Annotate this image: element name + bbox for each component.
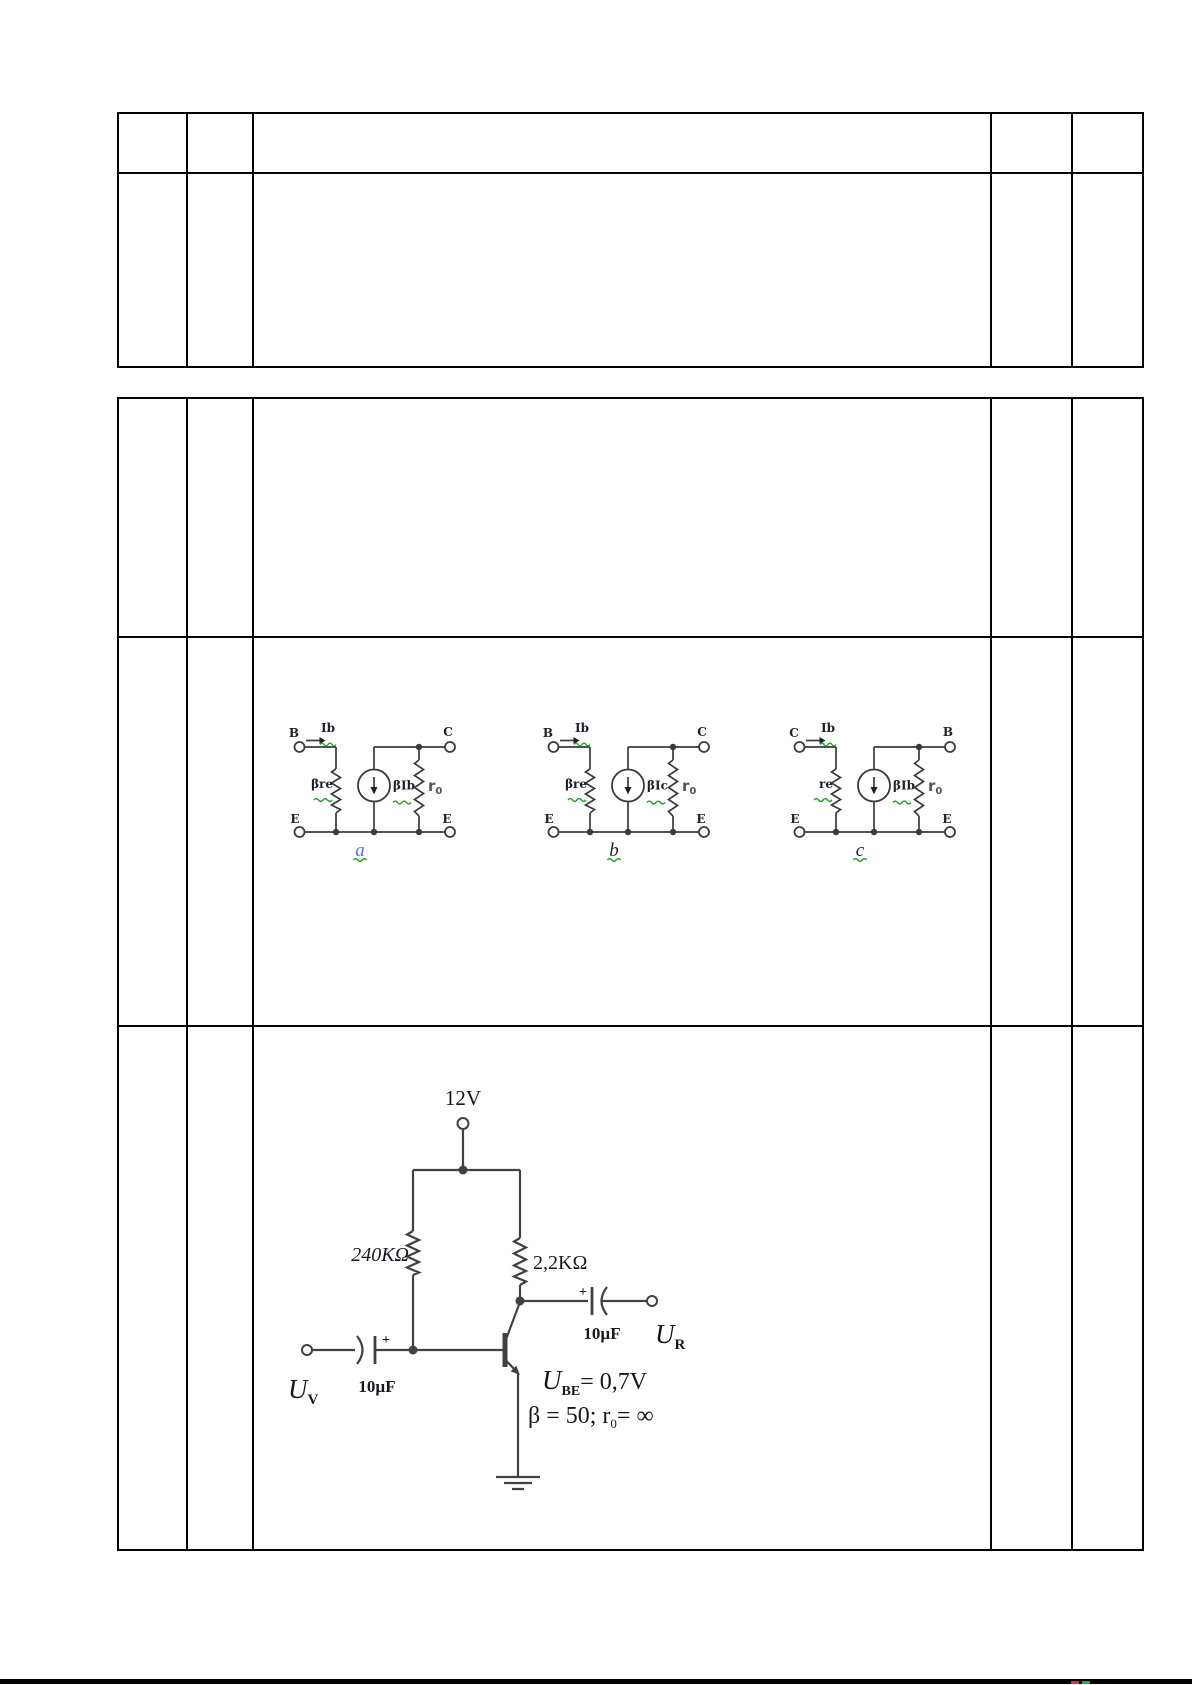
beta-annotation: β = 50; $r_0=$ ∞ [528,1403,654,1431]
equivalent-circuit-a [289,721,455,861]
terminal-label: E [696,812,706,826]
table-top-cell [1073,114,1142,174]
output-terminal [647,1296,657,1306]
table-top-cell [254,174,992,366]
footer-artifact-mark [1082,1681,1090,1684]
output-resistor-label: $r_0$ [928,777,943,797]
supply-voltage-label: 12V [444,1086,482,1110]
circuit-letter: a [355,840,365,861]
table-main-cell [254,399,992,638]
table-top-cell [119,174,188,366]
spellcheck-squiggle [647,801,665,804]
table-main-cell [119,638,188,1027]
page-bottom-bar [0,1679,1192,1684]
table-top-cell [1073,174,1142,366]
table-main-cell [1073,638,1142,1027]
terminal-node [699,742,709,752]
equivalent-circuits-figure [280,710,985,870]
terminal-label: E [790,812,800,826]
table-top-cell [119,114,188,174]
terminal-node [445,827,455,837]
terminal-node [445,742,455,752]
output-resistor [415,760,424,816]
terminal-node [945,827,955,837]
table-top-cell [254,114,992,174]
spellcheck-squiggle [314,799,332,802]
ube-annotation: $U_{BE}= 0,7V$ [542,1365,648,1399]
spellcheck-squiggle [574,743,590,746]
table-main-cell [992,399,1073,638]
current-label: Ib [820,721,836,735]
circuit-letter: b [609,840,619,861]
output-capacitor-polarity: + [579,1285,587,1300]
table-main-cell [1073,1027,1142,1549]
spellcheck-squiggle [814,799,832,802]
footer-artifact-mark [1071,1681,1079,1684]
input-resistor [832,769,841,813]
spellcheck-squiggle [820,743,836,746]
collector-resistor-label: 2,2KΩ [533,1252,588,1274]
table-top-cell [992,114,1073,174]
terminal-node [795,742,805,752]
terminal-node [549,742,559,752]
table-main-cell [1073,399,1142,638]
input-resistor [586,769,595,813]
output-resistor-label: $r_0$ [682,777,697,797]
terminal-node [295,742,305,752]
output-resistor-label: $r_0$ [428,777,443,797]
terminal-label: E [442,812,452,826]
table-top-cell [188,174,254,366]
table-main-cell [992,638,1073,1027]
terminal-label: B [288,726,300,740]
terminal-label: C [789,726,799,740]
input-capacitor-polarity: + [382,1333,390,1348]
input-resistor-label: re [819,777,833,791]
table-top [117,112,1144,368]
input-voltage-label: $U_V$ [288,1374,319,1408]
output-voltage-label: $U_R$ [655,1319,686,1353]
equivalent-circuit-b [543,721,709,861]
equivalent-circuit-c [789,721,955,861]
terminal-node [549,827,559,837]
terminal-node [295,827,305,837]
input-capacitor-curved-plate [357,1336,363,1364]
terminal-label: C [443,725,453,739]
table-main-cell [992,1027,1073,1549]
input-resistor [332,769,341,813]
terminal-label: B [542,726,554,740]
current-label: Ib [320,721,336,735]
spellcheck-squiggle [893,801,911,804]
supply-terminal [458,1118,469,1129]
terminal-label: C [697,725,707,739]
table-main-cell [119,1027,188,1549]
table-main-cell [188,1027,254,1549]
amplifier-figure [280,1085,700,1505]
spellcheck-squiggle [568,799,586,802]
current-label: Ib [574,721,590,735]
spellcheck-squiggle [320,743,336,746]
output-resistor [915,760,924,816]
output-resistor [669,760,678,816]
table-top-cell [992,174,1073,366]
spellcheck-squiggle [393,801,411,804]
input-capacitor-label: 10µF [358,1377,396,1396]
input-resistor-label: βre [311,777,333,791]
terminal-label: E [942,812,952,826]
circuit-letter: c [855,840,865,861]
collector-resistor [514,1238,526,1285]
terminal-node [945,742,955,752]
source-label: βIb [893,778,915,793]
table-top-cell [188,114,254,174]
base-resistor-label: 240KΩ [351,1244,409,1266]
source-label: βIb [393,778,415,793]
table-main-cell [188,399,254,638]
table-main-cell [188,638,254,1027]
terminal-label: E [544,812,554,826]
ground-icon [496,1477,540,1489]
terminal-label: E [290,812,300,826]
terminal-node [699,827,709,837]
input-terminal [302,1345,312,1355]
output-capacitor-label: 10µF [583,1324,621,1343]
terminal-label: B [942,725,954,739]
input-resistor-label: βre [565,777,587,791]
terminal-node [795,827,805,837]
transistor-collector-lead [507,1302,521,1338]
source-label: βIc [647,778,668,793]
table-main-cell [119,399,188,638]
